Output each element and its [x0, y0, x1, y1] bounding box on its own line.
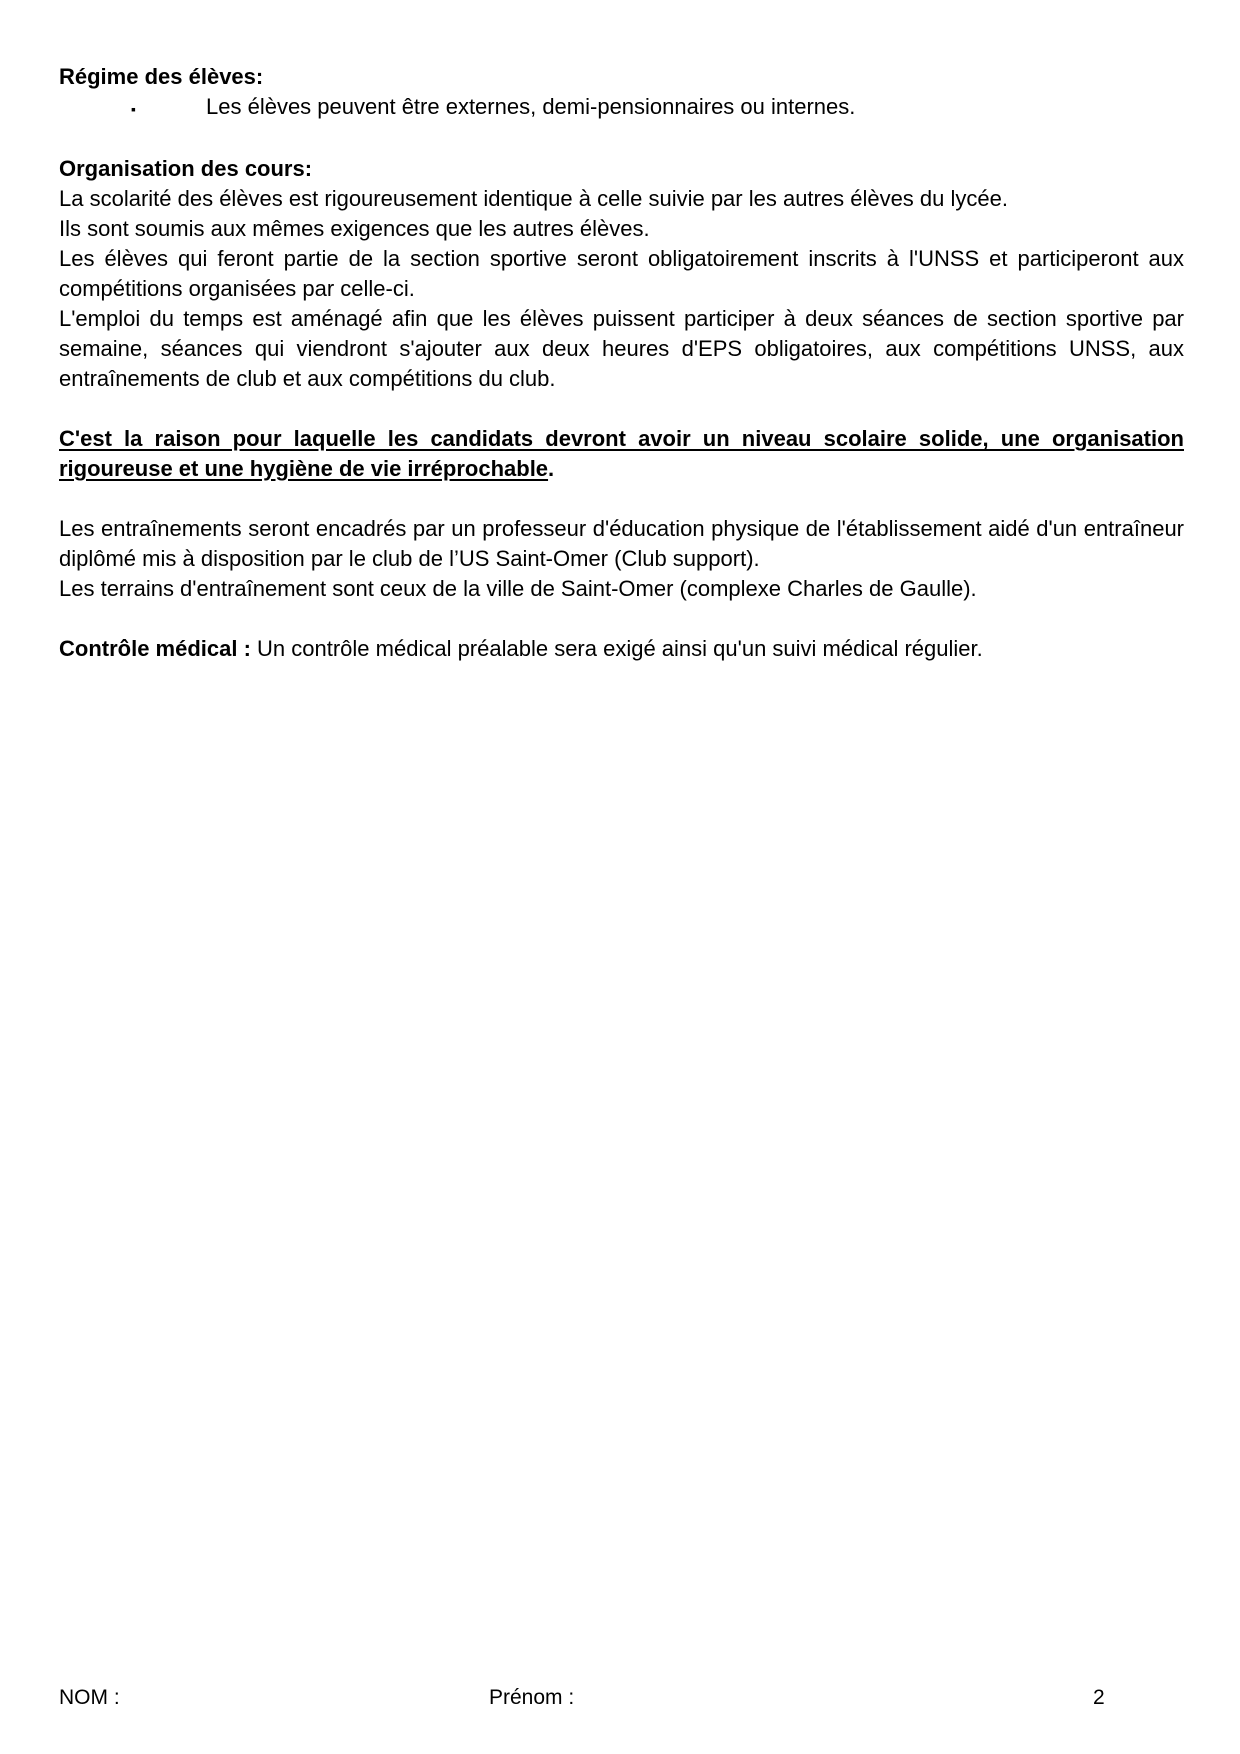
square-bullet-icon: ▪ [131, 101, 136, 117]
regime-bullet-item [59, 92, 1184, 124]
entrainements-paragraph-2: Les terrains d'entraînement sont ceux de la ville de Saint-Omer (complexe Charles de Gaulle). [59, 576, 977, 601]
document-page [59, 62, 1184, 664]
regime-heading: Régime des élèves: [59, 64, 264, 89]
organisation-paragraph-3: Les élèves qui feront partie de la section sportive seront obligatoirement inscrits à l'UNSS et participeront aux compétitions organisées par celle-ci. [59, 246, 1184, 301]
spacer [59, 604, 1184, 634]
controle-text: Un contrôle médical préalable sera exigé ainsi qu'un suivi médical régulier. [250, 636, 983, 661]
footer-prenom-label: Prénom : [489, 1686, 575, 1709]
organisation-paragraph-1: La scolarité des élèves est rigoureusement identique à celle suivie par les autres élèves du lycée. [59, 186, 1008, 211]
controle-paragraph [59, 634, 1184, 664]
emphasis-period: . [548, 456, 555, 481]
regime-bullet-text: Les élèves peuvent être externes, demi-pensionnaires ou internes. [206, 94, 856, 119]
organisation-heading: Organisation des cours: [59, 156, 313, 181]
spacer [59, 124, 1184, 154]
organisation-paragraph-4: L'emploi du temps est aménagé afin que les élèves puissent participer à deux séances de section sportive par semaine, séances qui viendront s'ajouter aux deux heures d'EPS obligatoires, aux compétitions UNSS, aux entraînements de club et aux compétitions du club. [59, 306, 1184, 391]
emphasis-paragraph [59, 424, 1184, 484]
entrainements-paragraph-1: Les entraînements seront encadrés par un professeur d'éducation physique de l'établissement aidé d'un entraîneur diplômé mis à disposition par le club de l’US Saint-Omer (Club support). [59, 516, 1184, 571]
spacer [59, 484, 1184, 514]
spacer [59, 394, 1184, 424]
controle-label: Contrôle médical : [59, 636, 251, 661]
page-footer [59, 1683, 1184, 1713]
footer-nom-label: NOM : [59, 1686, 120, 1709]
page-number: 2 [1093, 1686, 1105, 1709]
emphasis-text: C'est la raison pour laquelle les candidats devront avoir un niveau scolaire solide, une organisation rigoureuse et une hygiène de vie irréprochable [59, 426, 1184, 481]
organisation-paragraph-2: Ils sont soumis aux mêmes exigences que les autres élèves. [59, 216, 650, 241]
